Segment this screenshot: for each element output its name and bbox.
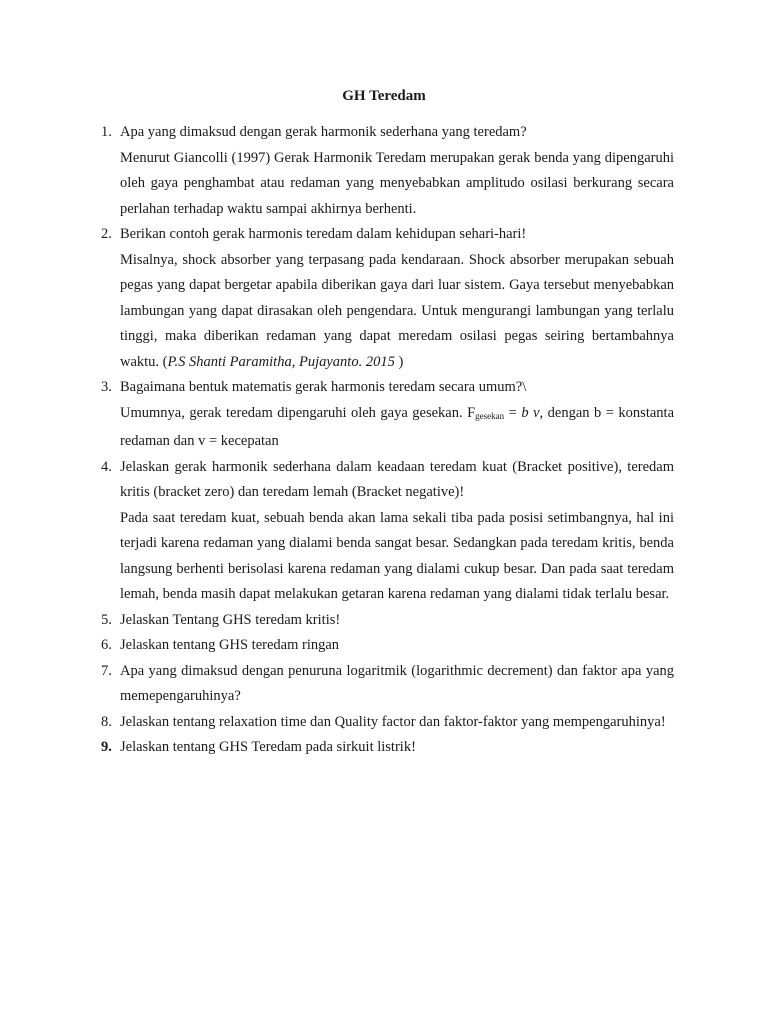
item-number: 6. [101, 637, 112, 653]
list-item [0, 735, 768, 761]
answer-before: Umumnya, gerak teredam dipengaruhi oleh gaya gesekan. F [120, 404, 476, 421]
item-number: 5. [101, 611, 112, 628]
question-text: Jelaskan Tentang GHS teredam kritis! [120, 611, 341, 628]
answer-end: ) [394, 353, 404, 370]
question-text: Apa yang dimaksud dengan gerak harmonik sederhana yang teredam? [120, 124, 527, 140]
answer-after: , dengan b = konstanta redaman dan v = kecepatan [120, 404, 675, 449]
answer-mid: = [504, 404, 522, 421]
answer-main: Misalnya, shock absorber yang terpasang pada kendaraan. Shock absorber merupakan sebuah pegas yang dapat bergetar apabila diberikan gaya dari luar sistem. Gaya tersebut menyebabkan lambungan yang dapat dirasakan oleh pengendara. Untuk mengurangi lambungan yang terlalu tinggi, maka diberikan redaman yang dapat meredam osilasi pegas seiring bertambahnya waktu. ( [120, 251, 674, 370]
item-number: 1. [101, 124, 112, 140]
list-item [0, 120, 768, 222]
list-item [0, 222, 768, 375]
question-list [0, 120, 768, 761]
question-text: Jelaskan gerak harmonik sederhana dalam keadaan teredam kuat (Bracket positive), teredam kritis (bracket zero) dan teredam lemah (Bracket negative)! [120, 458, 674, 500]
question-text: Bagaimana bentuk matematis gerak harmonis teredam secara umum?\ [120, 379, 527, 395]
item-number: 8. [101, 713, 112, 730]
item-number: 4. [101, 458, 112, 475]
answer-text: Pada saat teredam kuat, sebuah benda akan lama sekali tiba pada posisi setimbangnya, hal ini terjadi karena redaman yang dialami benda sangat besar. Sedangkan pada teredam kritis, benda langsung berhenti berisolasi karena redaman yang dialami cukup besar. Dan pada saat teredam lemah, benda masih dapat melakukan getaran karena redaman yang dialami tidak terlalu besar. [120, 509, 674, 602]
answer-subscript: gesekan [475, 410, 505, 421]
answer-text [120, 248, 674, 376]
list-item [0, 455, 768, 608]
answer-text: Menurut Giancolli (1997) Gerak Harmonik Teredam merupakan gerak benda yang dipengaruhi oleh gaya penghambat atau redaman yang menyebabkan amplitudo osilasi berkurang secara perlahan terhadap waktu sampai akhirnya berhenti. [120, 149, 674, 217]
question-text: Jelaskan tentang GHS Teredam pada sirkuit listrik! [120, 739, 416, 755]
page-title: GH Teredam [342, 88, 426, 104]
item-number: 9. [101, 739, 112, 755]
question-text: Jelaskan tentang GHS teredam ringan [120, 637, 340, 653]
list-item [0, 659, 768, 710]
list-item [0, 710, 768, 736]
question-text: Berikan contoh gerak harmonis teredam dalam kehidupan sehari-hari! [120, 226, 527, 242]
question-text: Jelaskan tentang relaxation time dan Quality factor dan faktor-faktor yang mempengaruhinya! [120, 713, 666, 730]
answer-citation: P.S Shanti Paramitha, Pujayanto. 2015 [167, 353, 395, 370]
item-number: 3. [101, 379, 112, 395]
list-item [0, 608, 768, 634]
item-number: 7. [101, 662, 112, 679]
answer-text [120, 401, 674, 455]
item-number: 2. [101, 226, 112, 242]
list-item [0, 633, 768, 659]
list-item [0, 375, 768, 455]
answer-formula: b v [521, 404, 540, 421]
question-text: Apa yang dimaksud dengan penuruna logaritmik (logarithmic decrement) dan faktor apa yang memepengaruhinya? [120, 662, 674, 704]
